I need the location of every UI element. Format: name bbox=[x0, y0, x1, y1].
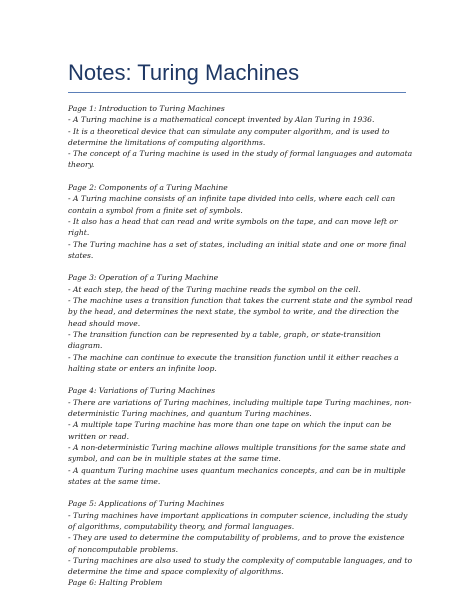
note-line: - The Turing machine has a set of states, including an initial state and one or more final states. bbox=[68, 239, 407, 260]
note-line: - At each step, the head of the Turing machine reads the symbol on the cell. bbox=[68, 284, 361, 294]
note-line: - They are used to determine the computability of problems, and to prove the existence of noncomputable problems. bbox=[68, 533, 405, 554]
note-line: - It is a theoretical device that can simulate any computer algorithm, and is used to determine the limitations of computing algorithms. bbox=[68, 126, 390, 147]
note-line: - Turing machines are also used to study the complexity of computable languages, and to determine the time and space complexity of algorithms. bbox=[68, 555, 413, 577]
note-line: - The transition function can be represented by a table, graph, or state-transition diagram. bbox=[68, 329, 381, 351]
note-line: - A quantum Turing machine uses quantum mechanics concepts, and can be in multiple states at the same time. bbox=[68, 465, 406, 486]
section-page-1 bbox=[68, 103, 413, 171]
section-heading: Page 6: Halting Problem bbox=[68, 578, 163, 588]
note-line: - The machine can continue to execute the transition function until it either reaches a halting state or enters an infinite loop. bbox=[68, 352, 399, 373]
note-line: - There are variations of Turing machines, including multiple tape Turing machines, non-deterministic Turing machines, and quantum Turing machines. bbox=[68, 397, 412, 419]
section-heading: Page 2: Components of a Turing Machine bbox=[68, 183, 228, 193]
section-heading: Page 3: Operation of a Turing Machine bbox=[68, 273, 219, 283]
note-line: - The concept of a Turing machine is used in the study of formal languages and automata theory. bbox=[68, 149, 413, 170]
section-page-3 bbox=[68, 272, 413, 374]
section-page-6 bbox=[68, 577, 413, 588]
page-title: Notes: Turing Machines bbox=[68, 60, 300, 85]
note-line: - Turing machines have important applications in computer science, including the study of algorithms, computability theory, and formal languages. bbox=[68, 510, 408, 531]
section-heading: Page 4: Variations of Turing Machines bbox=[68, 386, 216, 396]
section-page-5 bbox=[68, 498, 413, 577]
note-line: - A Turing machine consists of an infinite tape divided into cells, where each cell can contain a symbol from a finite set of symbols. bbox=[68, 194, 396, 215]
section-heading: Page 5: Applications of Turing Machines bbox=[68, 499, 225, 509]
note-line: - A Turing machine is a mathematical concept invented by Alan Turing in 1936. bbox=[68, 115, 375, 125]
notes-body bbox=[68, 103, 413, 589]
note-line: - The machine uses a transition function that takes the current state and the symbol read by the head, and determines the next state, the symbol to write, and the direction the head should move. bbox=[68, 296, 413, 328]
title-underline bbox=[68, 92, 406, 93]
note-line: - A non-deterministic Turing machine allows multiple transitions for the same state and symbol, and can be in multiple states at the same time. bbox=[68, 442, 406, 464]
note-line: - It also has a head that can read and write symbols on the tape, and can move left or right. bbox=[68, 216, 398, 238]
section-page-2 bbox=[68, 182, 413, 261]
note-line: - A multiple tape Turing machine has more than one tape on which the input can be written or read. bbox=[68, 420, 392, 441]
section-page-4 bbox=[68, 385, 413, 487]
section-heading: Page 1: Introduction to Turing Machines bbox=[68, 104, 225, 113]
